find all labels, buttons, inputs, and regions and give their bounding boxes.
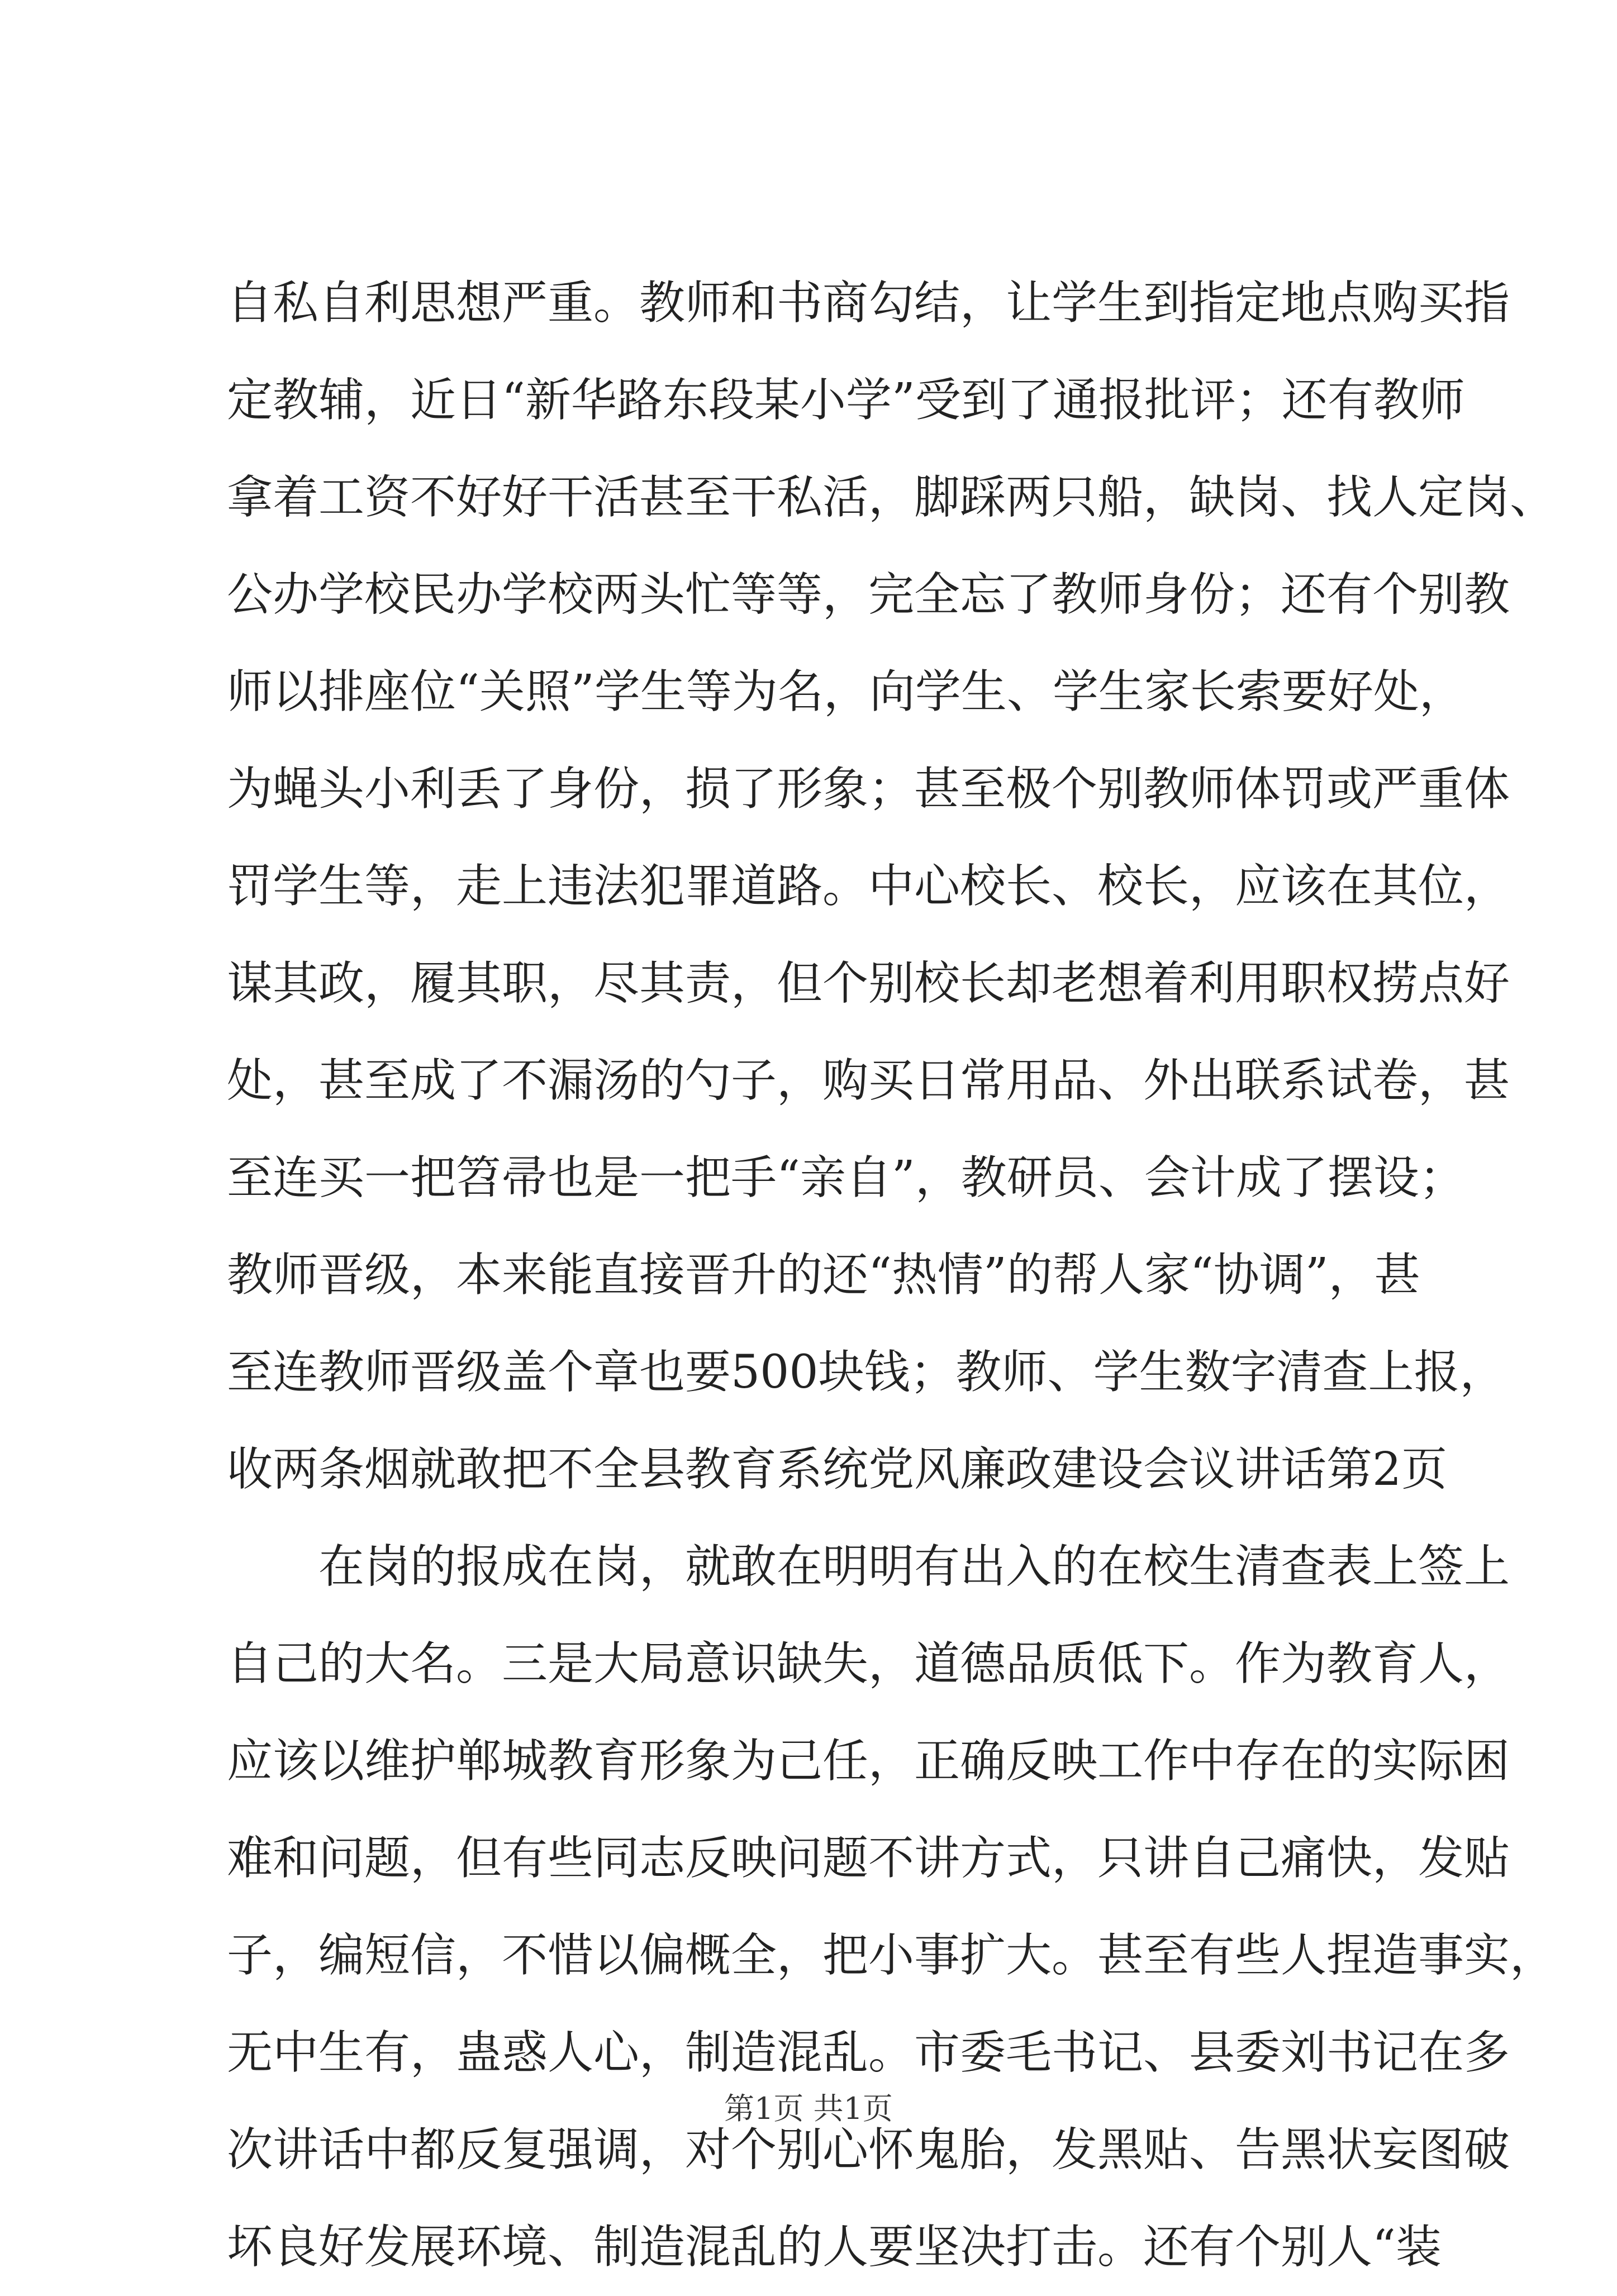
paragraph-1 xyxy=(227,255,1556,1518)
text-line: 谋其政，履其职，尽其责，但个别校长却老想着利用职权捞点好 xyxy=(227,957,1510,1010)
text-line: 至连买一把笤帚也是一把手“亲自”，教研员、会计成了摆设； xyxy=(227,1151,1465,1204)
text-line: 至连教师晋级盖个章也要500块钱；教师、学生数字清查上报， xyxy=(227,1346,1506,1399)
paragraph-2 xyxy=(227,1518,1556,2296)
text-line: 为蝇头小利丢了身份，损了形象；甚至极个别教师体罚或严重体 xyxy=(227,763,1510,816)
text-line: 自私自利思想严重。教师和书商勾结，让学生到指定地点购买指 xyxy=(227,277,1510,330)
text-line: 子，编短信，不惜以偏概全，把小事扩大。甚至有些人捏造事实， xyxy=(227,1929,1556,1982)
page-footer xyxy=(0,2087,1617,2131)
text-line: 在岗的报成在岗，就敢在明明有出入的在校生清查表上签上 xyxy=(318,1540,1510,1593)
text-line: 应该以维护郸城教育形象为己任，正确反映工作中存在的实际困 xyxy=(227,1735,1510,1788)
page-number-label: 第1页 共1页 xyxy=(724,2091,893,2126)
text-line: 自己的大名。三是大局意识缺失，道德品质低下。作为教育人， xyxy=(227,1637,1510,1690)
text-line: 师以排座位“关照”学生等为名，向学生、学生家长索要好处， xyxy=(227,665,1465,718)
text-line: 次讲话中都反复强调，对个别心怀鬼胎，发黑贴、告黑状妄图破 xyxy=(227,2123,1510,2176)
text-line: 定教辅，近日“新华路东段某小学”受到了通报批评；还有教师 xyxy=(227,374,1465,427)
text-line: 收两条烟就敢把不全县教育系统党风廉政建设会议讲话第2页 xyxy=(227,1443,1448,1496)
body-text xyxy=(227,255,1556,2296)
text-line: 罚学生等，走上违法犯罪道路。中心校长、校长，应该在其位， xyxy=(227,860,1510,913)
text-line: 无中生有，蛊惑人心，制造混乱。市委毛书记、县委刘书记在多 xyxy=(227,2026,1510,2079)
text-line: 公办学校民办学校两头忙等等，完全忘了教师身份；还有个别教 xyxy=(227,568,1510,621)
text-line: 坏良好发展环境、制造混乱的人要坚决打击。还有个别人“装 xyxy=(227,2221,1442,2274)
text-line: 难和问题，但有些同志反映问题不讲方式，只讲自己痛快，发贴 xyxy=(227,1832,1510,1885)
text-line: 处，甚至成了不漏汤的勺子，购买日常用品、外出联系试卷，甚 xyxy=(227,1054,1510,1107)
text-line: 拿着工资不好好干活甚至干私活，脚踩两只船，缺岗、找人定岗、 xyxy=(227,471,1556,524)
text-line: 教师晋级，本来能直接晋升的还“热情”的帮人家“协调”，甚 xyxy=(227,1249,1420,1302)
